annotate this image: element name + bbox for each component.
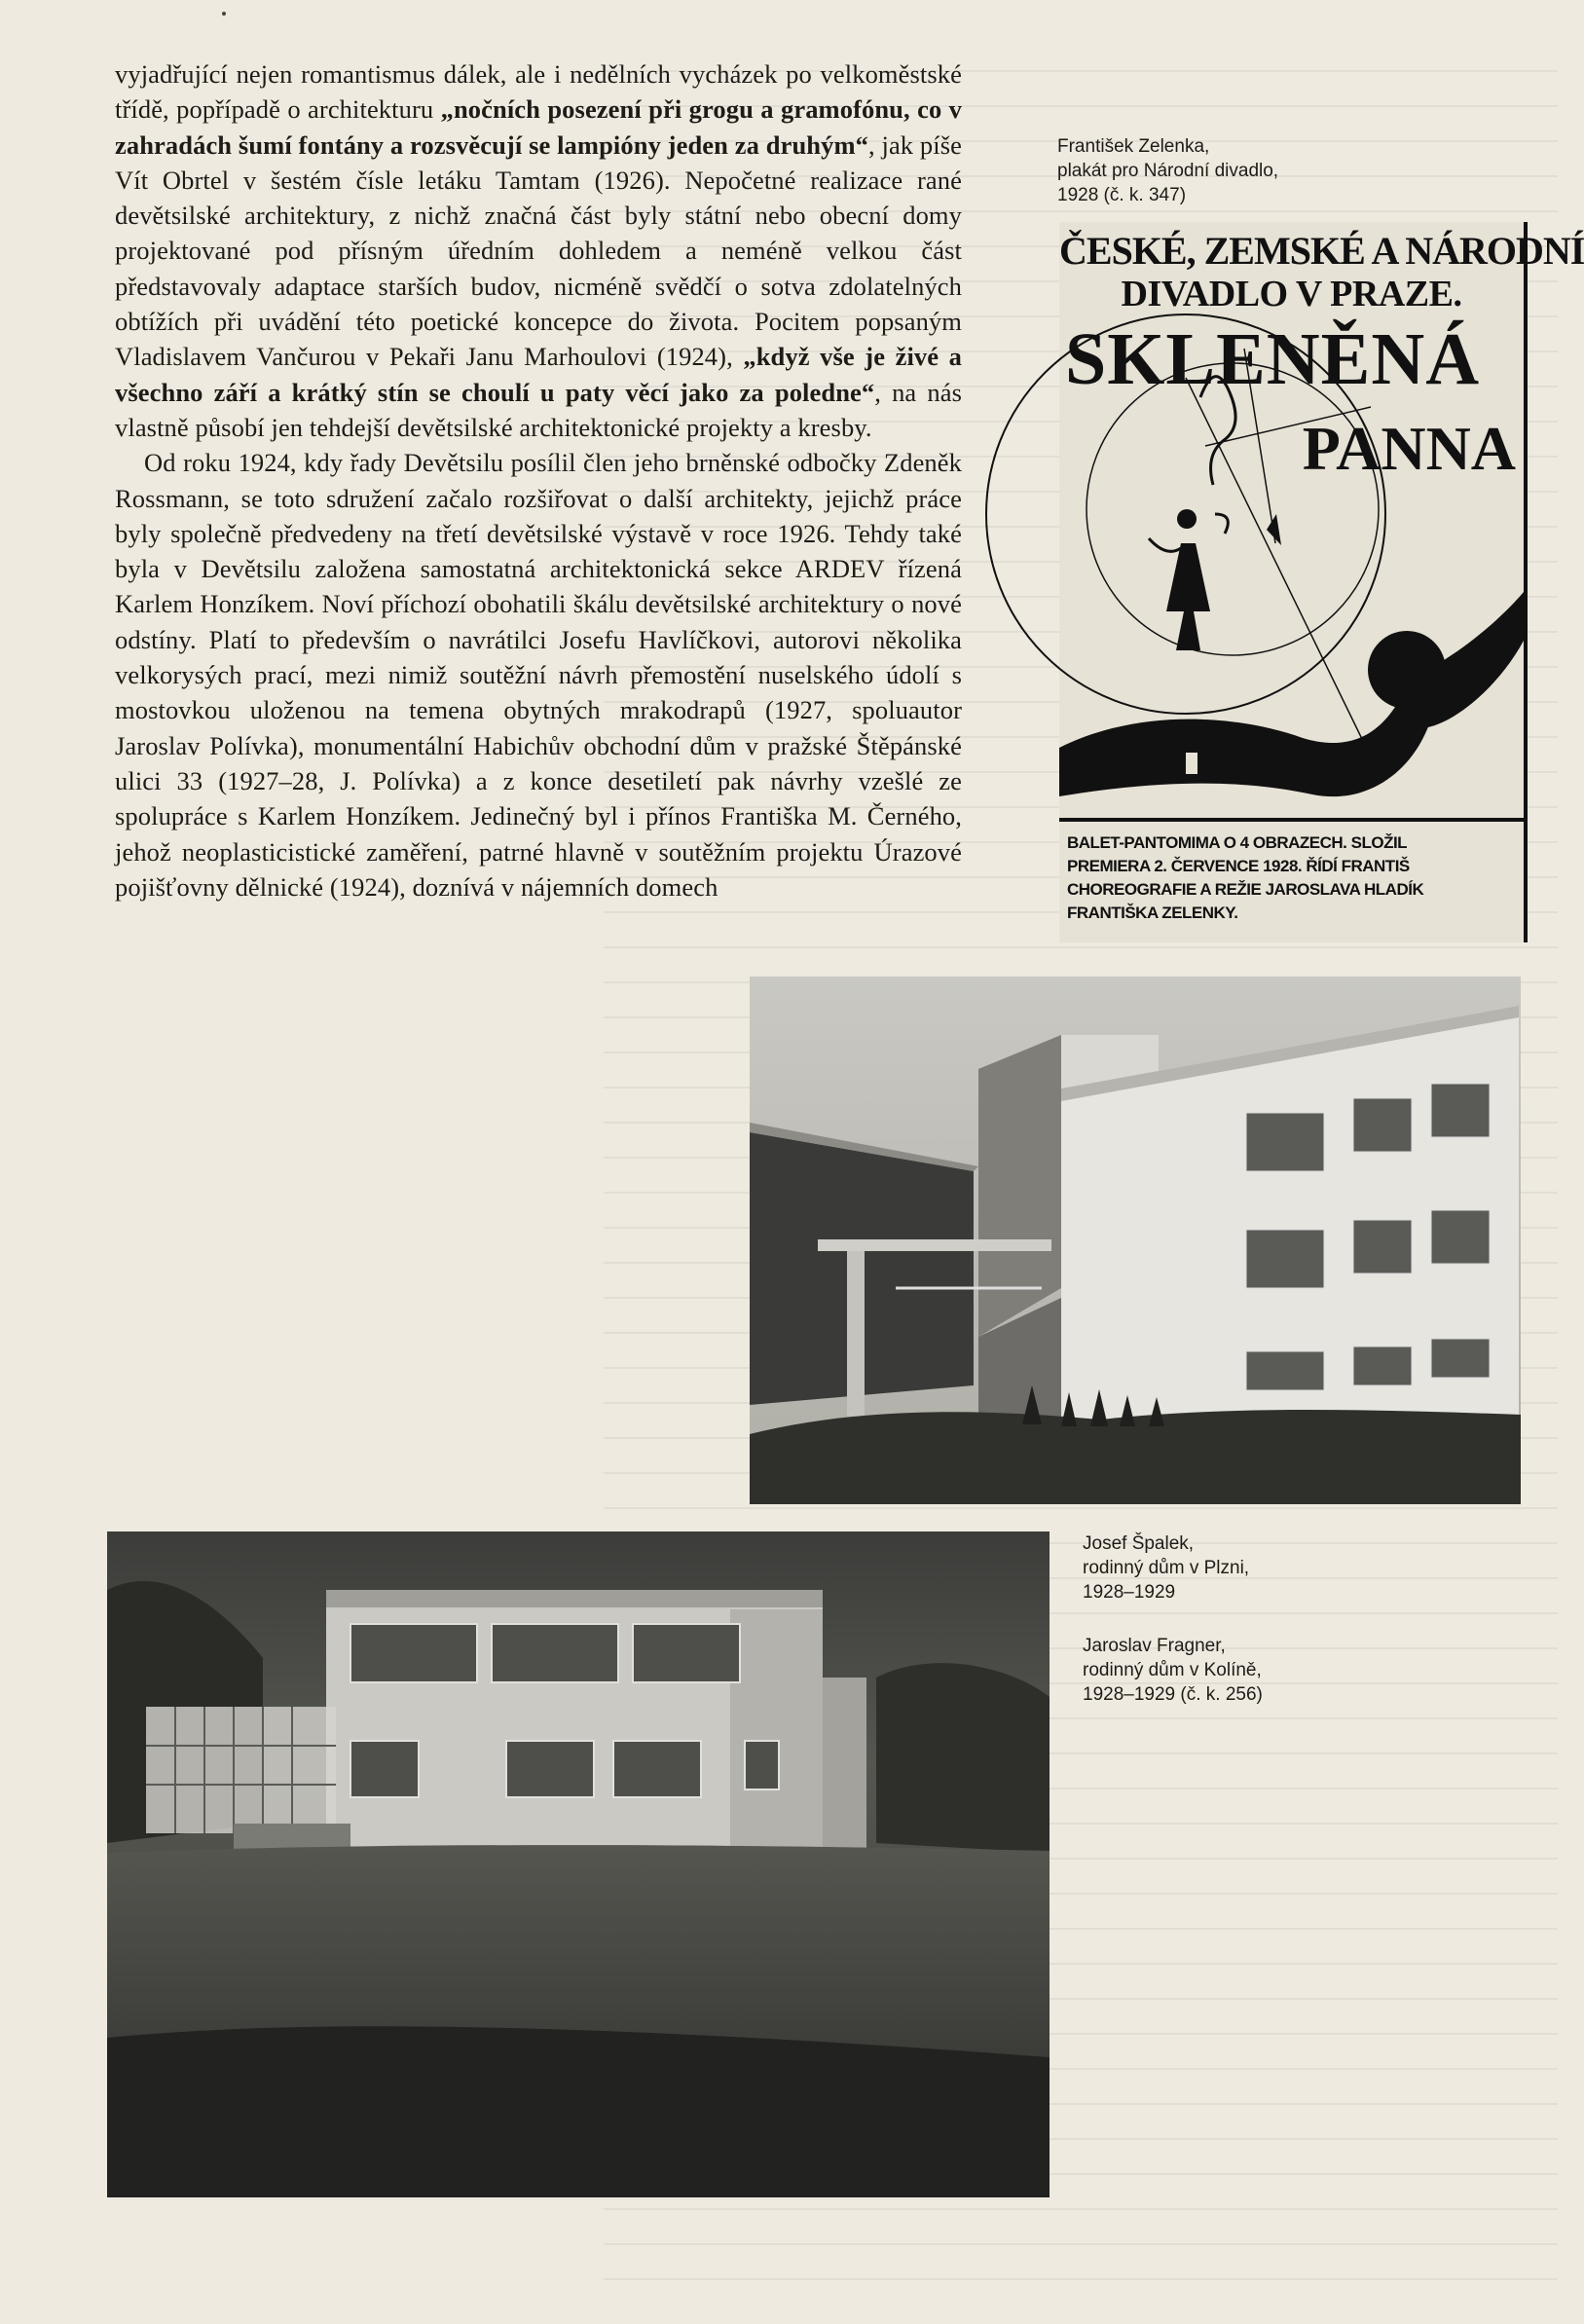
poster-credits-2: PREMIERA 2. ČERVENCE 1928. ŘÍDÍ FRANTIŠ [1067, 857, 1410, 875]
caption-fragner: Jaroslav Fragner, rodinný dům v Kolíně, 1928–1929 (č. k. 256) [1083, 1636, 1263, 1705]
quote-vancura: „když vše je živé a všechno září a krátký stín se choulí u paty věcí jako za poledne“ [115, 342, 962, 407]
body-text [115, 56, 962, 904]
poster-theatre-line2: DIVADLO V PRAZE. [1121, 274, 1462, 314]
poster-theatre-line1: ČESKÉ, ZEMSKÉ A NÁRODNÍ [1059, 229, 1584, 273]
poster-title-2: PANNA [1302, 414, 1516, 483]
paragraph-2: Od roku 1924, kdy řady Devětsilu posílil člen jeho brněnské odbočky Zdeněk Rossmann, se toto sdružení začalo rozšiřovat o další architekty, jejichž práce byly společně předvedeny na třetí devětsilské výstavě v roce 1926. Tehdy také byla v Devětsilu založena samostatná architektonická sekce ARDEV řízená Karlem Honzíkem. Noví příchozí obohatili škálu devětsilské architektury o nové odstíny. Platí to především o navrátilci Josefu Havlíčkovi, autorovi několika velkorysých prací, mezi nimiž soutěžní návrh přemostění nuselského údolí s mostovkou uloženou na temena obytných mrakodrapů (1927, spoluautor Jaroslav Polívka), monumentální Habichův obchodní dům v pražské Štěpánské ulici 33 (1927–28, J. Polívka) a z konce desetiletí pak návrhy vzešlé ze spolupráce s Karlem Honzíkem. Jedinečný byl i přínos Františka M. Černého, jehož neoplasticistické zaměření, patrné hlavně v soutěžním projektu Úrazové pojišťovny dělnické (1924), doznívá v nájemních domech [115, 448, 962, 902]
photo-spalek-image [750, 977, 1521, 1504]
photo-fragner-house [107, 1531, 1050, 2197]
photo-fragner-image [107, 1531, 1050, 2197]
poster-title-1: SKLENĚNÁ [1065, 318, 1481, 400]
poster-credits-1: BALET-PANTOMIMA O 4 OBRAZECH. SLOŽIL [1067, 833, 1408, 852]
poster-sklenena-panna [1059, 222, 1584, 942]
caption-poster: František Zelenka, plakát pro Národní divadlo, 1928 (č. k. 347) [1057, 136, 1279, 205]
caption-spalek: Josef Špalek, rodinný dům v Plzni, 1928–1929 [1083, 1533, 1250, 1603]
quote-obrtel: „nočních posezení při grogu a gramofónu, co v zahradách šumí fontány a rozsvěcují se lampióny jeden za druhým“ [115, 94, 962, 160]
paragraph-1: vyjadřující nejen romantismus dálek, ale i nedělních vycházek po velkoměstské třídě, popřípadě o architekturu „nočních posezení při grogu a gramofónu, co v zahradách šumí fontány a rozsvěcují se lampióny jeden za druhým“, jak píše Vít Obrtel v šestém čísle letáku Tamtam (1926). Nepočetné realizace rané devětsilské architektury, z nichž značná část byly státní nebo obecní domy projektované pod přísným úředním dohledem a neméně velkou část představovaly adaptace starších budov, nicméně svědčí o sotva zdolatelných obtížích při uvádění této poetické koncepce do života. Pocitem popsaným Vladislavem Vančurou v Pekaři Janu Marhoulovi (1924), „když vše je živé a všechno září a krátký stín se choulí u paty věcí jako za poledne“, na nás vlastně působí jen tehdejší devětsilské architektonické projekty a kresby. [115, 59, 963, 442]
poster-credits-3: CHOREOGRAFIE A REŽIE JAROSLAVA HLADÍK [1067, 880, 1424, 899]
poster-credits-4: FRANTIŠKA ZELENKY. [1067, 904, 1238, 922]
photo-spalek-house [750, 977, 1521, 1504]
speck [222, 12, 226, 16]
